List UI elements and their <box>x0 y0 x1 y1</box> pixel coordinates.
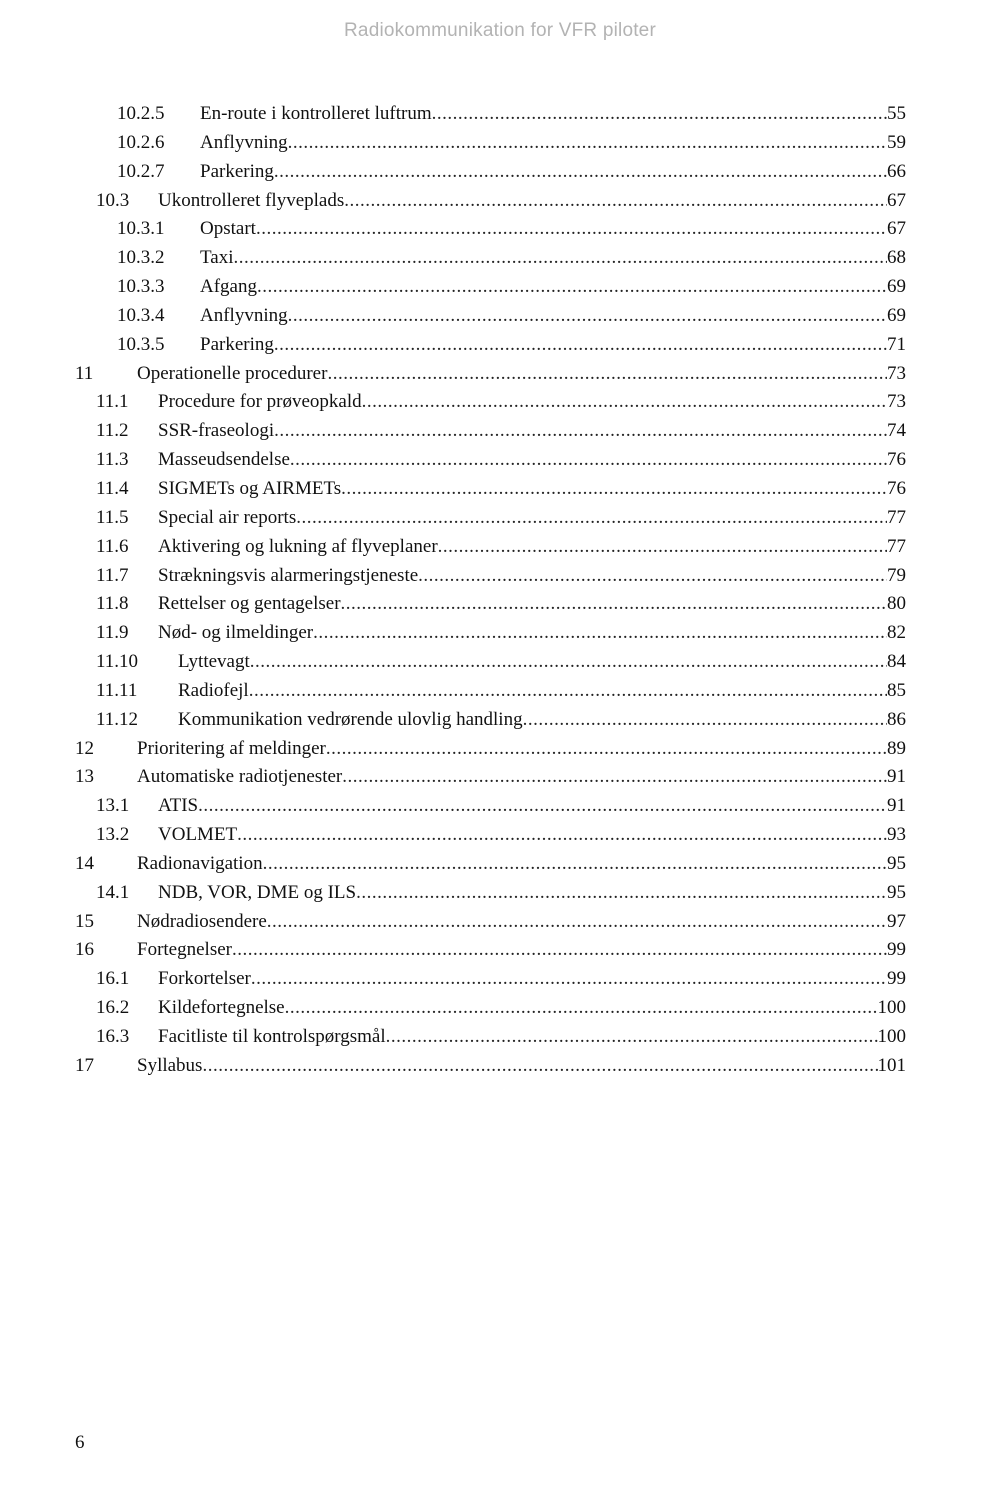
toc-entry-body <box>137 908 906 937</box>
toc-entry-number: 10.2.7 <box>117 160 165 182</box>
toc-entry-number: 10.3.4 <box>117 304 165 326</box>
toc-entry-title: Operationelle procedurer <box>137 362 328 384</box>
toc-entry-title: Taxi <box>200 247 234 269</box>
toc-entry[interactable] <box>0 129 1000 158</box>
toc-entry-body <box>158 994 906 1023</box>
toc-entry-body <box>137 850 906 879</box>
dot-leader <box>257 273 887 302</box>
toc-entry-title: Anflyvning <box>200 131 288 153</box>
toc-entry-page: 73 <box>887 391 906 413</box>
toc-entry-title: Syllabus <box>137 1054 203 1076</box>
toc-entry-page: 99 <box>887 968 906 990</box>
toc-entry-number: 10.3.3 <box>117 276 165 298</box>
toc-entry-number: 17 <box>75 1054 94 1076</box>
dot-leader <box>523 706 887 735</box>
dot-leader <box>288 129 887 158</box>
toc-entry-body <box>158 879 906 908</box>
toc-entry[interactable] <box>0 244 1000 273</box>
toc-entry-title: Nød- og ilmeldinger <box>158 622 314 644</box>
toc-entry-body <box>158 388 906 417</box>
dot-leader <box>274 417 887 446</box>
dot-leader <box>342 763 887 792</box>
dot-leader <box>202 1052 877 1081</box>
toc-entry-body <box>158 590 906 619</box>
toc-entry-page: 69 <box>887 276 906 298</box>
toc-entry-number: 11.5 <box>96 506 129 528</box>
toc-entry-body <box>158 965 906 994</box>
toc-entry-title: Radionavigation <box>137 852 263 874</box>
dot-leader <box>290 446 887 475</box>
toc-entry-number: 16.3 <box>96 1026 130 1047</box>
toc-entry-body <box>137 763 906 792</box>
toc-entry-number: 11.4 <box>96 477 129 499</box>
toc-entry-body <box>158 1023 906 1052</box>
toc-entry-body <box>158 504 906 533</box>
toc-entry-number: 14.1 <box>96 881 130 903</box>
toc-entry-body <box>137 735 906 764</box>
toc-entry-page: 67 <box>887 218 906 240</box>
toc-entry-page: 84 <box>887 651 906 673</box>
dot-leader <box>274 158 887 187</box>
toc-entry-body <box>200 215 906 244</box>
toc-entry-body <box>158 533 906 562</box>
toc-entry-number: 10.3.2 <box>117 247 165 269</box>
toc-entry-page: 86 <box>887 708 906 730</box>
toc-entry-page: 89 <box>887 737 906 759</box>
toc-entry[interactable] <box>0 763 1000 792</box>
toc-entry[interactable] <box>0 417 1000 446</box>
toc-entry-title: Prioritering af meldinger <box>137 737 326 759</box>
table-of-contents <box>0 100 1000 1081</box>
toc-entry[interactable] <box>0 158 1000 187</box>
toc-entry-page: 100 <box>877 1026 906 1047</box>
dot-leader <box>249 677 887 706</box>
toc-entry-number: 12 <box>75 737 94 759</box>
toc-entry-page: 99 <box>887 939 906 961</box>
running-header: Radiokommunikation for VFR piloter <box>344 20 656 41</box>
toc-entry[interactable] <box>0 908 1000 937</box>
toc-entry-page: 91 <box>887 795 906 817</box>
toc-entry[interactable] <box>0 446 1000 475</box>
dot-leader <box>418 562 887 591</box>
toc-entry[interactable] <box>0 850 1000 879</box>
toc-entry-body <box>158 446 906 475</box>
dot-leader <box>432 100 887 129</box>
dot-leader <box>256 215 887 244</box>
dot-leader <box>326 735 887 764</box>
toc-entry[interactable] <box>0 388 1000 417</box>
toc-entry[interactable] <box>0 706 1000 735</box>
toc-entry-page: 76 <box>887 477 906 499</box>
dot-leader <box>274 331 887 360</box>
toc-entry[interactable] <box>0 360 1000 389</box>
toc-entry-page: 97 <box>887 910 906 932</box>
toc-entry-title: En-route i kontrolleret luftrum <box>200 103 432 124</box>
toc-entry-body <box>158 475 906 504</box>
toc-entry-number: 11.12 <box>96 708 139 730</box>
toc-entry-number: 11.7 <box>96 564 129 586</box>
toc-entry-page: 100 <box>877 997 906 1019</box>
toc-entry-title: Special air reports <box>158 506 297 528</box>
toc-entry-number: 10.2.6 <box>117 131 165 153</box>
toc-entry-number: 15 <box>75 910 94 932</box>
toc-entry[interactable] <box>0 302 1000 331</box>
toc-entry-title: Nødradiosendere <box>137 910 267 932</box>
toc-entry-page: 69 <box>887 304 906 326</box>
toc-entry-number: 16.1 <box>96 968 130 990</box>
toc-entry-title: NDB, VOR, DME og ILS <box>158 881 357 903</box>
toc-entry-number: 11 <box>75 362 94 384</box>
toc-entry-number: 11.2 <box>96 420 129 442</box>
toc-entry-title: ATIS <box>158 795 199 817</box>
toc-entry[interactable] <box>0 562 1000 591</box>
toc-entry-number: 10.2.5 <box>117 103 165 124</box>
toc-entry-page: 91 <box>887 766 906 788</box>
toc-entry[interactable] <box>0 936 1000 965</box>
toc-entry[interactable] <box>0 677 1000 706</box>
toc-entry-page: 59 <box>887 131 906 153</box>
toc-entry[interactable] <box>0 619 1000 648</box>
toc-entry-title: Kildefortegnelse <box>158 997 285 1019</box>
toc-entry[interactable] <box>0 1023 1000 1052</box>
toc-entry-title: Procedure for prøveopkald <box>158 391 362 413</box>
toc-entry-page: 85 <box>887 679 906 701</box>
toc-entry-number: 10.3.1 <box>117 218 165 240</box>
toc-entry-title: Opstart <box>200 218 256 240</box>
toc-entry-title: Rettelser og gentagelser <box>158 593 341 615</box>
toc-entry-page: 82 <box>887 622 906 644</box>
toc-entry-number: 13 <box>75 766 94 788</box>
toc-entry[interactable] <box>0 648 1000 677</box>
toc-entry-body <box>137 936 906 965</box>
toc-entry-title: VOLMET <box>158 824 238 846</box>
toc-entry-body <box>200 331 906 360</box>
toc-entry-page: 74 <box>887 420 906 442</box>
toc-entry-number: 11.1 <box>96 391 129 413</box>
toc-entry-number: 10.3.5 <box>117 333 165 355</box>
toc-entry-page: 80 <box>887 593 906 615</box>
toc-entry-page: 77 <box>887 506 906 528</box>
toc-entry-title: Parkering <box>200 160 274 182</box>
toc-entry-title: Lyttevagt <box>178 651 250 673</box>
toc-entry-page: 67 <box>887 189 906 211</box>
toc-entry[interactable] <box>0 735 1000 764</box>
toc-entry[interactable] <box>0 965 1000 994</box>
toc-entry-title: Ukontrolleret flyveplads <box>158 189 345 211</box>
toc-entry-number: 16.2 <box>96 997 130 1019</box>
toc-entry-body <box>158 187 906 216</box>
toc-entry[interactable] <box>0 504 1000 533</box>
toc-entry[interactable] <box>0 533 1000 562</box>
toc-entry-page: 66 <box>887 160 906 182</box>
toc-entry-title: Automatiske radiotjenester <box>137 766 343 788</box>
toc-entry[interactable] <box>0 331 1000 360</box>
toc-entry-page: 95 <box>887 852 906 874</box>
toc-entry-title: Strækningsvis alarmeringstjeneste <box>158 564 419 586</box>
dot-leader <box>341 590 887 619</box>
toc-entry-body <box>200 158 906 187</box>
toc-entry-title: Radiofejl <box>178 679 249 701</box>
toc-entry-body <box>200 129 906 158</box>
toc-entry-title: Afgang <box>200 276 257 298</box>
toc-entry-body <box>178 648 906 677</box>
toc-entry-page: 93 <box>887 824 906 846</box>
toc-entry-number: 13.1 <box>96 795 130 817</box>
dot-leader <box>234 244 888 273</box>
toc-entry-number: 11.6 <box>96 535 129 557</box>
toc-entry-page: 77 <box>887 535 906 557</box>
page-number: 6 <box>75 1432 85 1453</box>
toc-entry-body <box>178 706 906 735</box>
toc-entry-page: 68 <box>887 247 906 269</box>
dot-leader <box>288 302 887 331</box>
dot-leader <box>313 619 887 648</box>
toc-entry-title: Kommunikation vedrørende ulovlig handling <box>178 708 523 730</box>
toc-entry-page: 101 <box>877 1054 906 1076</box>
toc-entry-title: SIGMETs og AIRMETs <box>158 477 342 499</box>
toc-entry[interactable] <box>0 821 1000 850</box>
dot-leader <box>438 533 887 562</box>
toc-entry[interactable] <box>0 1052 1000 1081</box>
toc-entry-body <box>200 302 906 331</box>
toc-entry-title: Anflyvning <box>200 304 288 326</box>
dot-leader <box>267 908 887 937</box>
toc-entry[interactable] <box>0 215 1000 244</box>
dot-leader <box>344 187 887 216</box>
toc-entry-title: Forkortelser <box>158 968 251 990</box>
toc-entry-body <box>158 562 906 591</box>
toc-entry[interactable] <box>0 879 1000 908</box>
toc-entry-title: Facitliste til kontrolspørgsmål <box>158 1026 386 1047</box>
toc-entry[interactable] <box>0 792 1000 821</box>
toc-entry-page: 55 <box>887 103 906 124</box>
toc-entry-page: 76 <box>887 449 906 471</box>
toc-entry-body <box>137 360 906 389</box>
dot-leader <box>250 648 887 677</box>
toc-entry[interactable] <box>0 273 1000 302</box>
toc-entry[interactable] <box>0 475 1000 504</box>
toc-entry-body <box>200 273 906 302</box>
toc-entry-title: SSR-fraseologi <box>158 420 275 442</box>
toc-entry-number: 11.9 <box>96 622 129 644</box>
dot-leader <box>386 1023 878 1052</box>
dot-leader <box>232 936 887 965</box>
dot-leader <box>251 965 887 994</box>
dot-leader <box>341 475 887 504</box>
toc-entry-body <box>137 1052 906 1081</box>
toc-entry-title: Fortegnelser <box>137 939 232 961</box>
dot-leader <box>362 388 887 417</box>
toc-entry-page: 79 <box>887 564 906 586</box>
toc-entry-body <box>158 619 906 648</box>
toc-entry-body <box>178 677 906 706</box>
toc-entry-title: Parkering <box>200 333 274 355</box>
toc-entry[interactable] <box>0 590 1000 619</box>
dot-leader <box>296 504 887 533</box>
toc-entry-number: 13.2 <box>96 824 130 846</box>
toc-entry[interactable] <box>0 187 1000 216</box>
dot-leader <box>263 850 887 879</box>
toc-entry-body <box>158 417 906 446</box>
dot-leader <box>237 821 887 850</box>
toc-entry-body <box>200 100 906 129</box>
dot-leader <box>327 360 887 389</box>
toc-entry-body <box>158 821 906 850</box>
dot-leader <box>198 792 887 821</box>
toc-entry-title: Masseudsendelse <box>158 449 290 471</box>
toc-entry-title: Aktivering og lukning af flyveplaner <box>158 535 438 557</box>
toc-entry-number: 11.8 <box>96 593 129 615</box>
toc-entry-page: 71 <box>887 333 906 355</box>
toc-entry-number: 11.3 <box>96 449 129 471</box>
toc-entry[interactable] <box>0 994 1000 1023</box>
toc-entry-page: 73 <box>887 362 906 384</box>
toc-entry-page: 95 <box>887 881 906 903</box>
toc-entry-number: 10.3 <box>96 189 130 211</box>
toc-entry-body <box>158 792 906 821</box>
toc-entry-body <box>200 244 906 273</box>
toc-entry[interactable] <box>0 100 1000 129</box>
toc-entry-number: 14 <box>75 852 94 874</box>
dot-leader <box>285 994 878 1023</box>
toc-entry-number: 16 <box>75 939 94 961</box>
dot-leader <box>356 879 887 908</box>
toc-entry-number: 11.10 <box>96 651 139 673</box>
toc-entry-number: 11.11 <box>96 679 138 701</box>
